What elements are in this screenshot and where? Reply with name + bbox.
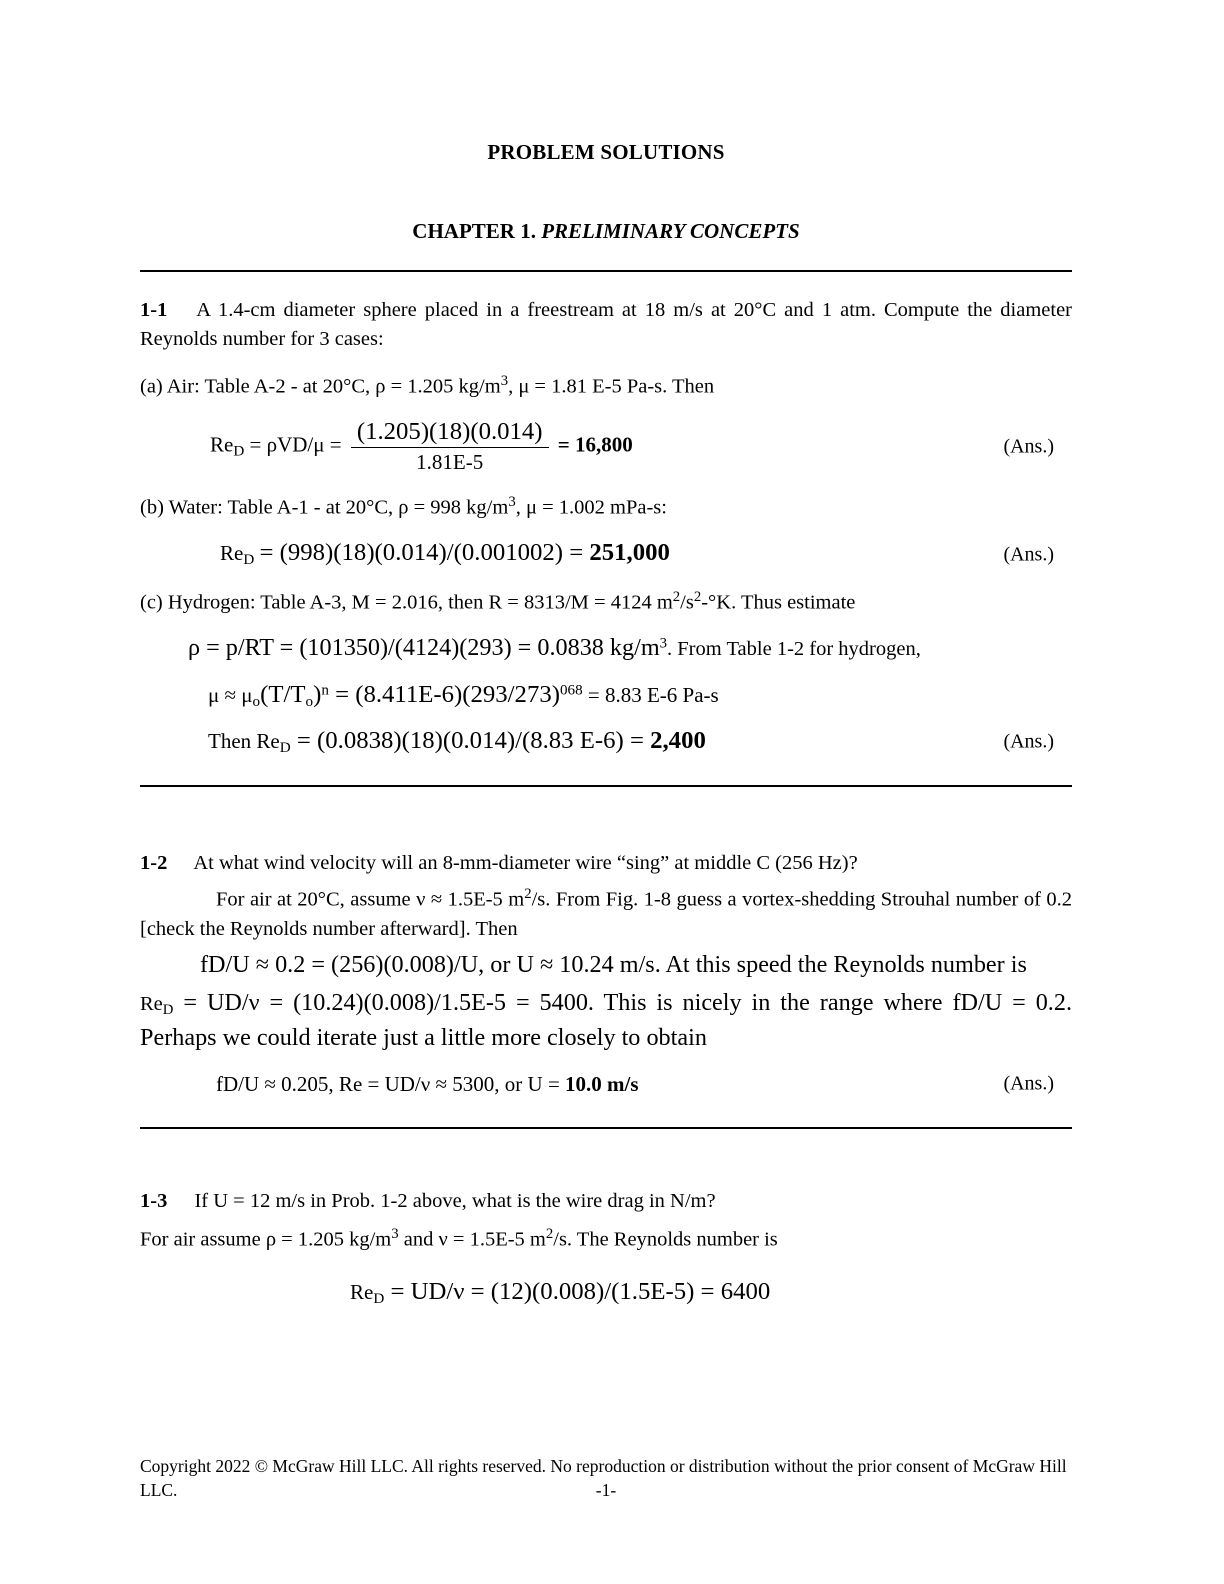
then-reynolds: Then Re (208, 729, 280, 753)
part-c-exp2: 2 (693, 588, 702, 605)
answer-tag-1-1c: (Ans.) (1003, 730, 1054, 753)
equation-1-1a-result: = 16,800 (557, 432, 633, 457)
mu-symbol: μ ≈ μ (208, 682, 253, 707)
mu-subscript-2: o (305, 694, 314, 710)
page-footer (140, 1455, 1072, 1502)
final-velocity-text: fD/U ≈ 0.205, Re = UD/ν ≈ 5300, or U = 10.0 m/s (216, 1071, 639, 1096)
mu-subscript: o (252, 694, 261, 710)
mu-mid-2: ) (313, 680, 322, 708)
problem-number: 1-3 (140, 1189, 168, 1212)
reynolds-symbol: Re (350, 1280, 374, 1305)
part-b-density: ρ = 998 kg/m (398, 496, 509, 519)
reynolds-subscript: D (243, 552, 255, 569)
final-velocity-value: 10.0 m/s (565, 1071, 639, 1096)
equation-1-1a-mid: = ρVD/μ = (244, 432, 342, 457)
problem-statement: At what wind velocity will an 8-mm-diameter wire “sing” at middle C (256 Hz)? (193, 852, 858, 875)
reynolds-symbol: Re (220, 541, 244, 566)
answer-tag-1-1a: (Ans.) (1003, 435, 1054, 458)
problem-1-3 (140, 1187, 1072, 1216)
problem-number: 1-2 (140, 852, 168, 875)
equation-1-3-body: = UD/ν = (12)(0.008)/(1.5E-5) = 6400 (384, 1278, 771, 1306)
problem-1-2 (140, 849, 1072, 878)
problem-1-2-line4 (140, 986, 1072, 1055)
part-a-label: (a) Air: Table A-2 - at 20°C, (140, 375, 371, 398)
problem-1-3-line2 (140, 1224, 1072, 1254)
reynolds-symbol: Re (140, 993, 163, 1016)
chapter-heading (140, 219, 1072, 244)
part-a-viscosity: , μ = 1.81 E-5 Pa-s. Then (508, 375, 715, 398)
problem-1-1-part-a (140, 371, 1072, 402)
chapter-title: PRELIMINARY CONCEPTS (541, 219, 800, 243)
divider-top (140, 270, 1072, 272)
mu-rest: = (8.411E-6)(293/273) (328, 680, 560, 708)
page-number: -1- (595, 1480, 617, 1500)
part-c-line2-end: . From Table 1-2 for hydrogen, (667, 637, 921, 660)
nu-exponent: 2 (524, 886, 532, 903)
mu-mid: (T/T (260, 680, 306, 708)
problem-1-1-part-c-density (140, 630, 1072, 665)
air-properties: For air assume ρ = 1.205 kg/m (140, 1228, 392, 1251)
mu-exponent-068: 068 (559, 682, 583, 699)
nu-exponent: 2 (545, 1225, 554, 1242)
final-velocity-relation (216, 1072, 639, 1096)
reynolds-symbol: Re (210, 432, 234, 457)
part-b-viscosity: , μ = 1.002 mPa-s: (515, 496, 667, 519)
reynolds-subscript: D (233, 443, 245, 460)
spacer (140, 1129, 1072, 1173)
fraction-denominator: 1.81E-5 (416, 450, 484, 475)
part-c-line2: ρ = p/RT = (101350)/(4124)(293) = 0.0838 kg/m (188, 633, 660, 661)
problem-1-2-line2 (140, 884, 1072, 944)
rho-exponent: 3 (391, 1225, 399, 1242)
page-content (140, 0, 1072, 1309)
answer-value: 251,000 (589, 539, 670, 567)
air-assumption-rest: /s. From Fig. 1-8 guess a vortex-shedding Strouhal number of 0.2 [check the Reynolds number afterward]. Then (140, 888, 1072, 940)
answer-value: 2,400 (650, 727, 706, 754)
page-title: PROBLEM SOLUTIONS (487, 140, 725, 164)
reynolds-evaluation: = UD/ν = (10.24)(0.008)/1.5E-5 = 5400. This is nicely in the range where fD/U = 0.2. Perhaps we could iterate just a little more closely to obtain (140, 989, 1072, 1052)
equation-1-1c-body: = (0.0838)(18)(0.014)/(8.83 E-6) = 2,400 (290, 727, 706, 754)
part-c-line1-end: -°K. Thus estimate (701, 591, 856, 613)
equation-1-2-result (140, 1072, 1072, 1097)
reynolds-subscript: D (279, 740, 291, 757)
equation-1-1b (140, 539, 1072, 569)
answer-tag-1-1b: (Ans.) (1003, 543, 1054, 566)
problem-1-2-line3 (140, 948, 1072, 982)
air-properties-mid: and ν = 1.5E-5 m (398, 1228, 546, 1251)
part-c-line1: (c) Hydrogen: Table A-3, M = 2.016, then R = 8313/M = 4124 m (140, 591, 673, 613)
reynolds-subscript: D (162, 1002, 174, 1019)
problem-1-1-part-b (140, 492, 1072, 523)
copyright-notice: Copyright 2022 © McGraw Hill LLC. All rights reserved. No reproduction or distribution without the prior consent of McGraw Hill LLC. (140, 1456, 1067, 1500)
part-a-density: ρ = 1.205 kg/m (375, 375, 501, 398)
spacer (140, 787, 1072, 831)
part-b-label: (b) Water: Table A-1 - at 20°C, (140, 496, 394, 519)
part-c-line2-exp: 3 (659, 635, 668, 652)
problem-number: 1-1 (140, 299, 168, 321)
answer-tag-1-2: (Ans.) (1003, 1072, 1054, 1095)
equation-1-1b-body: = (998)(18)(0.014)/(0.001002) = 251,000 (259, 539, 670, 567)
problem-statement: If U = 12 m/s in Prob. 1-2 above, what is the wire drag in N/m? (194, 1189, 716, 1212)
air-assumption: For air at 20°C, assume ν ≈ 1.5E-5 m (216, 888, 525, 911)
problem-statement: A 1.4-cm diameter sphere placed in a freestream at 18 m/s at 20°C and 1 atm. Compute the diameter Reynolds number for 3 cases: (140, 299, 1072, 351)
mu-exponent-n: n (321, 682, 329, 699)
part-c-exp1: 2 (672, 588, 681, 605)
mu-end: = 8.83 E-6 Pa-s (582, 682, 719, 707)
equation-1-3 (140, 1278, 1072, 1308)
equation-1-1c-reynolds (140, 727, 1072, 757)
fraction-numerator: (1.205)(18)(0.014) (351, 418, 549, 448)
equation-1-1a (140, 418, 1072, 475)
part-a-density-exponent: 3 (500, 373, 509, 390)
reynolds-subscript: D (373, 1291, 385, 1308)
strouhal-relation: fD/U ≈ 0.2 = (256)(0.008)/U, or U ≈ 10.24 m/s. At this speed the Reynolds number is (200, 950, 1027, 978)
problem-1-1 (140, 296, 1072, 354)
air-properties-end: /s. The Reynolds number is (553, 1228, 778, 1251)
part-b-density-exponent: 3 (508, 494, 516, 511)
problem-1-1-part-c (140, 587, 1072, 618)
equation-1-1c-viscosity (140, 681, 1072, 711)
chapter-label: CHAPTER 1. (412, 219, 536, 243)
fraction (351, 418, 549, 475)
part-c-line1-mid: /s (680, 591, 694, 613)
